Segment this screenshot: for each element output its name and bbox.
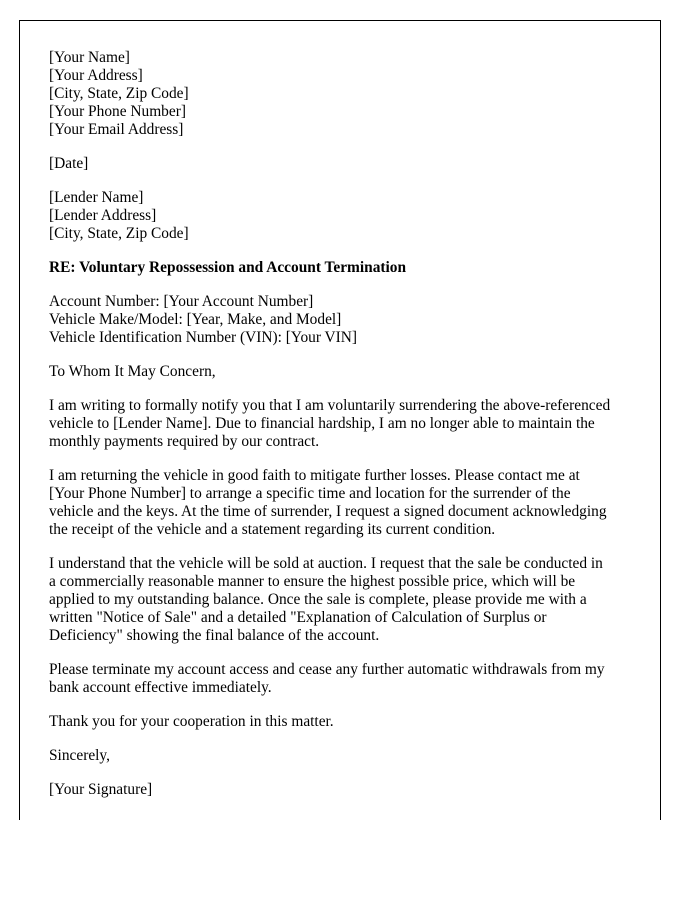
letter-content: [49, 49, 639, 799]
sender-city-state-zip: [City, State, Zip Code]: [49, 85, 189, 102]
paragraph-3: [49, 555, 639, 645]
paragraph-line: Deficiency" showing the final balance of the account.: [49, 627, 380, 644]
subject-line: [49, 259, 639, 277]
paragraph-5: [49, 713, 639, 731]
date-block: [49, 155, 639, 173]
paragraph-1: [49, 397, 639, 451]
account-details: [49, 293, 639, 347]
vehicle-make-model: Vehicle Make/Model: [Year, Make, and Model]: [49, 311, 342, 328]
paragraph-line: bank account effective immediately.: [49, 679, 272, 696]
subject-text: RE: Voluntary Repossession and Account Termination: [49, 259, 407, 276]
paragraph-line: written "Notice of Sale" and a detailed "Explanation of Calculation of Surplus or: [49, 609, 547, 626]
vehicle-vin: Vehicle Identification Number (VIN): [Your VIN]: [49, 329, 358, 346]
paragraph-line: monthly payments required by our contract.: [49, 433, 320, 450]
paragraph-4: [49, 661, 639, 697]
recipient-block: [49, 189, 639, 243]
paragraph-line: the receipt of the vehicle and a statement regarding its current condition.: [49, 521, 496, 538]
paragraph-line: applied to my outstanding balance. Once the sale is complete, please provide me with a: [49, 591, 587, 608]
sender-name: [Your Name]: [49, 49, 130, 66]
recipient-address: [Lender Address]: [49, 207, 157, 224]
paragraph-line: vehicle to [Lender Name]. Due to financial hardship, I am no longer able to maintain the: [49, 415, 595, 432]
letter-page: [19, 20, 661, 820]
salutation-text: To Whom It May Concern,: [49, 363, 216, 380]
paragraph-line: Please terminate my account access and cease any further automatic withdrawals from my: [49, 661, 605, 678]
account-number: Account Number: [Your Account Number]: [49, 293, 314, 310]
paragraph-line: I am returning the vehicle in good faith to mitigate further losses. Please contact me at: [49, 467, 580, 484]
recipient-name: [Lender Name]: [49, 189, 144, 206]
sender-email: [Your Email Address]: [49, 121, 184, 138]
paragraph-line: Thank you for your cooperation in this matter.: [49, 713, 334, 730]
sender-block: [49, 49, 639, 139]
paragraph-line: I understand that the vehicle will be sold at auction. I request that the sale be conducted in: [49, 555, 603, 572]
paragraph-line: a commercially reasonable manner to ensure the highest possible price, which will be: [49, 573, 576, 590]
letter-date: [Date]: [49, 155, 89, 172]
signature-block: [49, 781, 639, 799]
sender-phone: [Your Phone Number]: [49, 103, 186, 120]
closing: [49, 747, 639, 765]
paragraph-line: I am writing to formally notify you that I am voluntarily surrendering the above-referenced: [49, 397, 611, 414]
paragraph-line: [Your Phone Number] to arrange a specific time and location for the surrender of the: [49, 485, 571, 502]
sender-address: [Your Address]: [49, 67, 143, 84]
paragraph-line: vehicle and the keys. At the time of surrender, I request a signed document acknowledging: [49, 503, 607, 520]
signature-placeholder: [Your Signature]: [49, 781, 153, 798]
recipient-city-state-zip: [City, State, Zip Code]: [49, 225, 189, 242]
paragraph-2: [49, 467, 639, 539]
closing-text: Sincerely,: [49, 747, 110, 764]
salutation: [49, 363, 639, 381]
